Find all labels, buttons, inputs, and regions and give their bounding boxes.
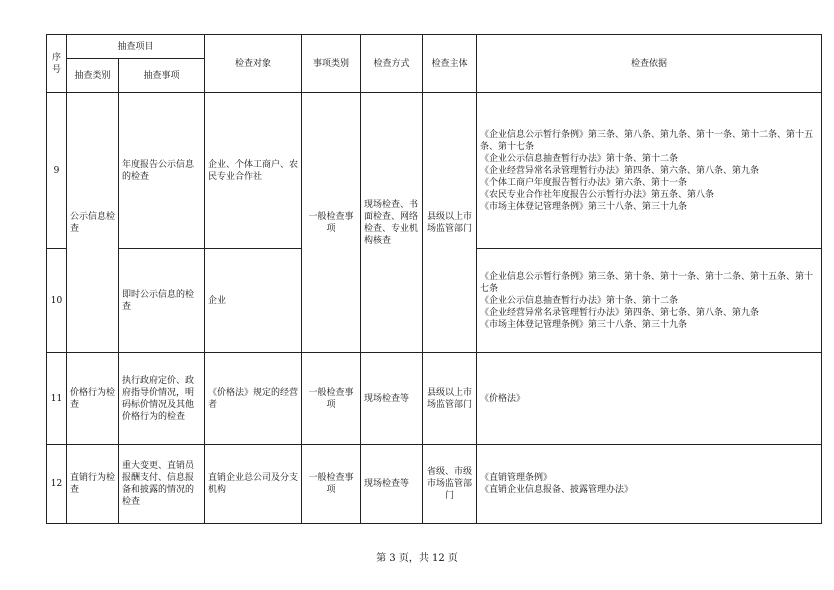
header-seq: 序号 (47, 35, 67, 93)
row-subject: 省级、市级市场监管部门 (423, 445, 477, 524)
header-subject: 检查主体 (423, 35, 477, 93)
row-item: 执行政府定价、政府指导价情况，明码标价情况及其他价格行为的检查 (119, 353, 205, 445)
basis-line: 《企业经营异常名录管理暂行办法》第四条、第六条、第八条、第九条 (480, 165, 760, 176)
basis-line: 《企业信息公示暂行条例》第三条、第十条、第十一条、第十二条、第十五条、第十七条 (480, 271, 814, 294)
row-seq: 12 (47, 445, 67, 524)
row-subject: 县级以上市场监管部门 (423, 93, 477, 353)
header-target: 检查对象 (205, 35, 302, 93)
header-row-1 (47, 35, 822, 59)
basis-line: 《农民专业合作社年度报告公示暂行办法》第五条、第八条 (480, 189, 715, 200)
basis-line: 《企业信息公示暂行条例》第三条、第八条、第九条、第十一条、第十二条、第十五条、第十七条 (480, 129, 814, 152)
basis-line: 《市场主体登记管理条例》第三十八条、第三十九条 (480, 319, 688, 330)
basis-line: 《个体工商户年度报告暂行办法》第六条、第十一条 (480, 177, 688, 188)
row-basis (477, 353, 822, 445)
row-basis (477, 249, 822, 353)
basis-line: 《价格法》 (480, 393, 526, 404)
row-type: 一般检查事项 (302, 93, 361, 353)
row-target: 《价格法》规定的经营者 (205, 353, 302, 445)
row-target: 企业 (205, 249, 302, 353)
row-category: 公示信息检查 (67, 93, 119, 353)
inspection-table (46, 34, 822, 524)
row-target: 企业、个体工商户、农民专业合作社 (205, 93, 302, 249)
header-item-group: 抽查项目 (67, 35, 205, 59)
row-category: 价格行为检查 (67, 353, 119, 445)
row-basis (477, 93, 822, 249)
table-row (47, 353, 822, 445)
table-row (47, 445, 822, 524)
header-category: 抽查类别 (67, 59, 119, 93)
basis-line: 《企业公示信息抽查暂行办法》第十条、第十二条 (480, 295, 679, 306)
row-category: 直销行为检查 (67, 445, 119, 524)
header-type: 事项类别 (302, 35, 361, 93)
basis-line: 《直销管理条例》 (480, 473, 553, 483)
row-method: 现场检查等 (361, 445, 423, 524)
row-seq: 10 (47, 249, 67, 353)
row-basis (477, 445, 822, 524)
header-method: 检查方式 (361, 35, 423, 93)
basis-line: 《企业经营异常名录管理暂行办法》第四条、第七条、第八条、第九条 (480, 307, 760, 318)
row-item: 即时公示信息的检查 (119, 249, 205, 353)
row-target: 直销企业总公司及分支机构 (205, 445, 302, 524)
row-item: 年度报告公示信息的检查 (119, 93, 205, 249)
basis-line: 《市场主体登记管理条例》第三十八条、第三十九条 (480, 201, 688, 212)
header-item: 抽查事项 (119, 59, 205, 93)
row-type: 一般检查事项 (302, 353, 361, 445)
row-seq: 9 (47, 93, 67, 249)
row-seq: 11 (47, 353, 67, 445)
row-type: 一般检查事项 (302, 445, 361, 524)
basis-line: 《企业公示信息抽查暂行办法》第十条、第十二条 (480, 153, 679, 164)
row-method: 现场检查、书面检查、网络检查、专业机构核查 (361, 93, 423, 353)
row-method: 现场检查等 (361, 353, 423, 445)
table-row (47, 93, 822, 249)
basis-line: 《直销企业信息报备、披露管理办法》 (480, 485, 634, 495)
row-item: 重大变更、直销员报酬支付、信息报备和披露的情况的检查 (119, 445, 205, 524)
row-subject: 县级以上市场监管部门 (423, 353, 477, 445)
page-footer: 第 3 页，共 12 页 (376, 553, 458, 564)
header-basis: 检查依据 (477, 35, 822, 93)
